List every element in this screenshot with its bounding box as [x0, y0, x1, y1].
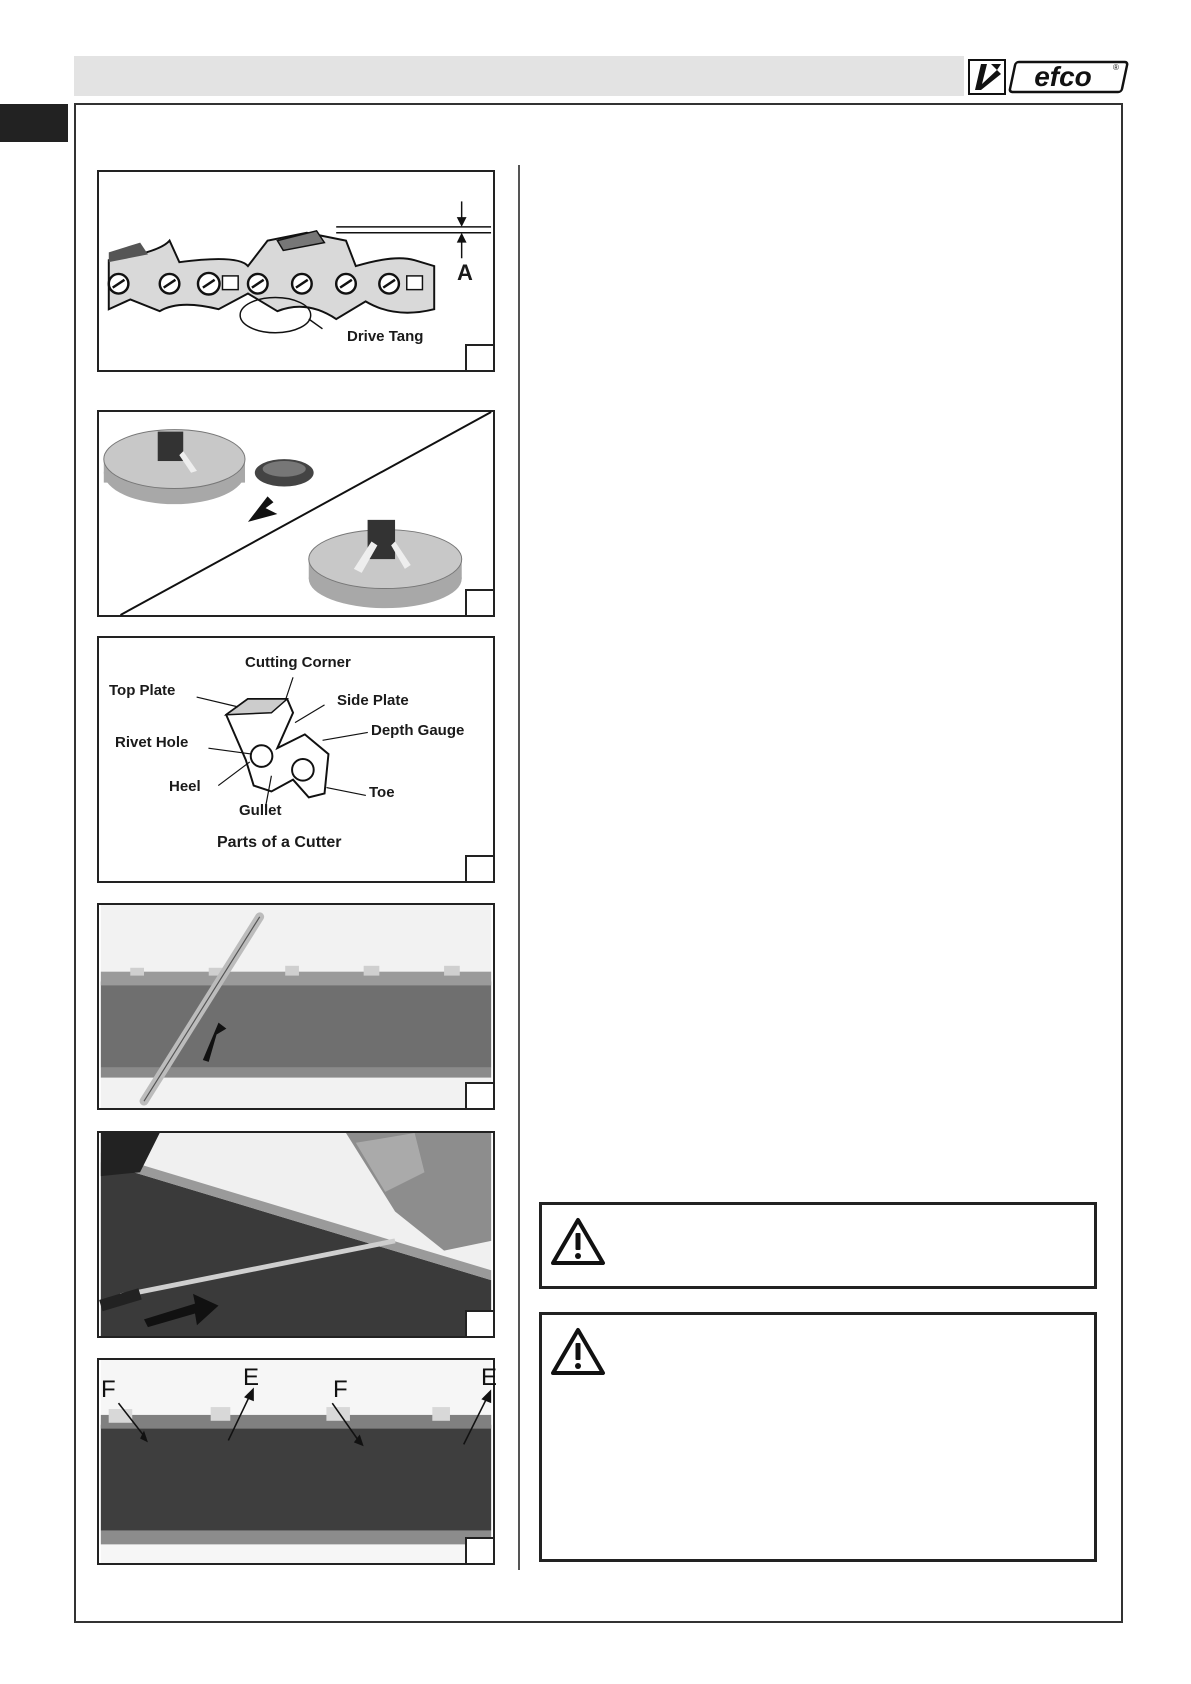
label-rivet-hole: Rivet Hole — [115, 734, 189, 751]
warning-triangle-icon — [550, 1327, 606, 1377]
figure-file-bar — [97, 903, 495, 1110]
figure-number-box — [465, 589, 493, 615]
svg-text:®: ® — [1113, 63, 1119, 72]
warning-box-2 — [539, 1312, 1097, 1562]
warning-triangle-icon — [550, 1217, 606, 1267]
figure-number-box — [465, 1310, 493, 1336]
figure-cutter-parts — [97, 636, 495, 883]
label-a: A — [457, 260, 473, 285]
label-e-1: E — [243, 1364, 260, 1391]
file-chain-photo — [99, 1133, 493, 1336]
warning-box-1 — [539, 1202, 1097, 1289]
label-side-plate: Side Plate — [337, 692, 409, 709]
file-bar-photo — [99, 905, 493, 1108]
efco-logo — [967, 56, 1127, 98]
cutters-ef-photo — [99, 1360, 493, 1563]
label-f-2: F — [333, 1376, 348, 1403]
label-top-plate: Top Plate — [109, 682, 176, 699]
label-e-2: E — [481, 1364, 498, 1391]
figure-number-box — [465, 344, 493, 370]
svg-text:efco: efco — [1034, 61, 1092, 92]
label-toe: Toe — [369, 784, 395, 801]
figure-caption: Parts of a Cutter — [217, 834, 342, 851]
figure-chain-depth — [97, 170, 495, 372]
section-tab — [0, 104, 68, 142]
label-heel: Heel — [169, 778, 201, 795]
figure-cutters-ef — [97, 1358, 498, 1565]
figure-sprocket — [97, 410, 495, 617]
label-cutting-corner: Cutting Corner — [245, 654, 351, 671]
figure-file-chain — [97, 1131, 495, 1338]
header-bar — [74, 56, 964, 96]
column-divider — [518, 165, 520, 1570]
figure-number-box — [465, 1082, 493, 1108]
label-drive-tang: Drive Tang — [347, 328, 424, 345]
label-f-1: F — [101, 1376, 116, 1403]
sprocket-photo — [99, 412, 493, 615]
label-depth-gauge: Depth Gauge — [371, 722, 465, 739]
figure-number-box — [465, 855, 493, 881]
figure-number-box — [465, 1537, 493, 1563]
chain-diagram — [99, 172, 493, 370]
label-gullet: Gullet — [239, 802, 282, 819]
